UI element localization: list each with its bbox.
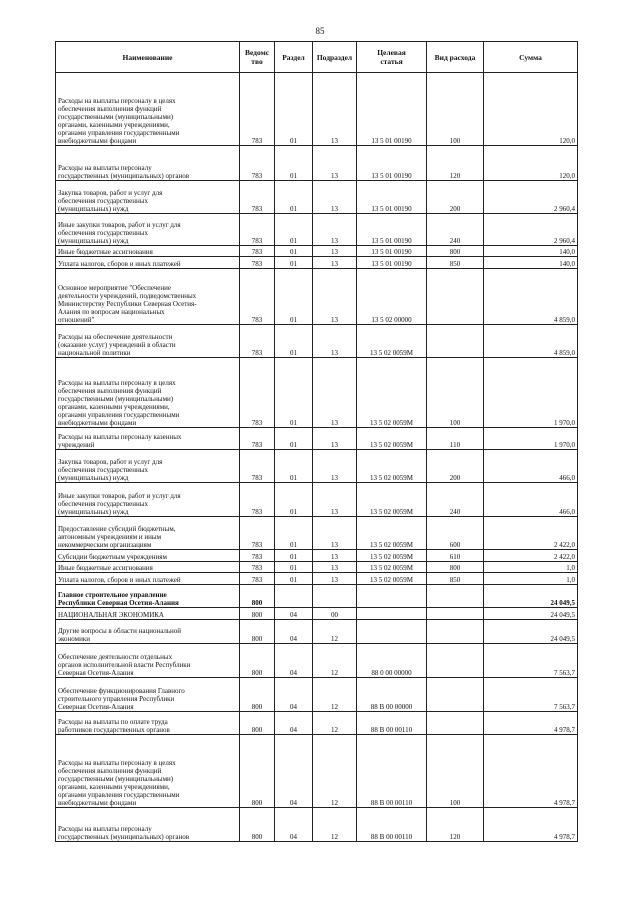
cell-target: 13 5 02 00000 (357, 269, 427, 325)
cell-subsection: 13 (313, 450, 357, 483)
cell-dept: 783 (240, 358, 275, 428)
table-row (56, 483, 578, 517)
cell-sum: 120,0 (484, 146, 578, 181)
cell-expense-type: 200 (427, 450, 484, 483)
cell-section: 04 (275, 678, 313, 712)
table-row (56, 214, 578, 246)
cell-expense-type: 120 (427, 808, 484, 842)
cell-sum: 2 422,0 (484, 517, 578, 550)
cell-subsection (313, 585, 357, 608)
cell-section: 04 (275, 608, 313, 620)
cell-expense-type: 100 (427, 735, 484, 808)
table-row (56, 808, 578, 842)
cell-name: Иные закупки товаров, работ и услуг для обеспечения государственных (муниципальных) нужд (56, 483, 240, 517)
cell-expense-type (427, 608, 484, 620)
cell-target (357, 608, 427, 620)
cell-dept: 783 (240, 257, 275, 269)
cell-sum: 4 978,7 (484, 735, 578, 808)
cell-subsection: 12 (313, 735, 357, 808)
page-number: 85 (315, 26, 325, 36)
cell-name: Расходы на выплаты персоналу в целях обеспечения выполнения функций государственными (муниципальными) органами, казенными учреждениями, органами управления государственными внебюджетными фондами (56, 735, 240, 808)
cell-sum: 4 978,7 (484, 808, 578, 842)
cell-expense-type: 240 (427, 214, 484, 246)
cell-section: 01 (275, 428, 313, 450)
budget-table (55, 41, 578, 842)
cell-subsection: 13 (313, 358, 357, 428)
cell-expense-type: 850 (427, 573, 484, 585)
cell-dept: 783 (240, 450, 275, 483)
cell-name: Главное строительное управление Республики Северная Осетия-Алания (56, 585, 240, 608)
table-row (56, 269, 578, 325)
table-row (56, 181, 578, 214)
cell-dept: 783 (240, 181, 275, 214)
cell-target: 88 В 00 00110 (357, 735, 427, 808)
cell-sum: 140,0 (484, 246, 578, 257)
cell-expense-type (427, 678, 484, 712)
cell-name: Основное мероприятие "Обеспечение деятельности учреждений, подведомственных Миниистерству Республики Северная Осетия- Алания по вопросам национальных отношений" (56, 269, 240, 325)
cell-expense-type: 800 (427, 246, 484, 257)
table-row (56, 712, 578, 735)
cell-target: 13 5 02 0059M (357, 428, 427, 450)
cell-expense-type: 110 (427, 428, 484, 450)
cell-expense-type: 100 (427, 73, 484, 146)
cell-target: 13 5 01 00190 (357, 181, 427, 214)
cell-name: Предоставление субсидий бюджетным, автономным учреждениям и иным некоммерческим организациям (56, 517, 240, 550)
cell-name: Расходы на выплаты персоналу казенных учреждений (56, 428, 240, 450)
cell-subsection: 13 (313, 325, 357, 358)
cell-dept: 783 (240, 269, 275, 325)
cell-subsection: 12 (313, 644, 357, 678)
cell-section: 04 (275, 735, 313, 808)
cell-expense-type: 610 (427, 550, 484, 562)
cell-expense-type: 600 (427, 517, 484, 550)
table-row (56, 620, 578, 644)
cell-section: 04 (275, 644, 313, 678)
cell-subsection: 13 (313, 214, 357, 246)
table-row (56, 358, 578, 428)
table-row (56, 73, 578, 146)
cell-target: 88 0 00 00000 (357, 644, 427, 678)
table-header-row (56, 42, 578, 73)
cell-target: 13 5 01 00190 (357, 214, 427, 246)
cell-subsection: 00 (313, 608, 357, 620)
cell-target: 13 5 01 00190 (357, 257, 427, 269)
cell-section: 01 (275, 573, 313, 585)
cell-name: Расходы на выплаты персоналу в целях обеспечения выполнения функций государственными (муниципальными) органами, казенными учреждениями, органами управления государственными внебюджетными фондами (56, 73, 240, 146)
cell-expense-type (427, 325, 484, 358)
header-subsection: Подраздел (313, 42, 357, 73)
cell-name: Расходы на выплаты по оплате труда работников государственных органов (56, 712, 240, 735)
cell-name: Расходы на обеспечение деятельности (оказание услуг) учреждений в области национальной политики (56, 325, 240, 358)
cell-dept: 783 (240, 517, 275, 550)
cell-subsection: 12 (313, 712, 357, 735)
cell-target: 13 5 02 0059M (357, 450, 427, 483)
cell-dept: 783 (240, 562, 275, 573)
header-sum: Сумма (484, 42, 578, 73)
cell-section: 01 (275, 450, 313, 483)
header-section: Раздел (275, 42, 313, 73)
cell-subsection: 13 (313, 146, 357, 181)
cell-subsection: 13 (313, 550, 357, 562)
cell-expense-type: 240 (427, 483, 484, 517)
cell-section: 01 (275, 146, 313, 181)
cell-name: Расходы на выплаты персоналу государственных (муниципальных) органов (56, 146, 240, 181)
cell-dept: 783 (240, 428, 275, 450)
cell-subsection: 13 (313, 483, 357, 517)
table-row (56, 608, 578, 620)
cell-dept: 783 (240, 214, 275, 246)
cell-dept: 783 (240, 73, 275, 146)
cell-dept: 800 (240, 712, 275, 735)
table-row (56, 562, 578, 573)
cell-target (357, 585, 427, 608)
cell-expense-type: 200 (427, 181, 484, 214)
cell-name: Обеспечение функционирования Главного строительного управления Республики Северная Осетия-Алания (56, 678, 240, 712)
cell-name: Другие вопросы в области национальной экономики (56, 620, 240, 644)
cell-name: Субсидии бюджетным учреждениям (56, 550, 240, 562)
cell-dept: 783 (240, 246, 275, 257)
cell-dept: 800 (240, 735, 275, 808)
cell-dept: 800 (240, 585, 275, 608)
cell-section: 01 (275, 562, 313, 573)
cell-section: 01 (275, 517, 313, 550)
table-row (56, 517, 578, 550)
table-row (56, 573, 578, 585)
cell-dept: 783 (240, 325, 275, 358)
cell-target: 88 В 00 00110 (357, 808, 427, 842)
cell-subsection: 13 (313, 517, 357, 550)
cell-expense-type: 100 (427, 358, 484, 428)
cell-dept: 800 (240, 678, 275, 712)
cell-target: 13 5 01 00190 (357, 246, 427, 257)
cell-sum: 4 978,7 (484, 712, 578, 735)
cell-subsection: 13 (313, 73, 357, 146)
cell-name: Уплата налогов, сборов и иных платежей (56, 573, 240, 585)
cell-section: 04 (275, 620, 313, 644)
cell-section: 01 (275, 269, 313, 325)
cell-subsection: 13 (313, 428, 357, 450)
cell-dept: 783 (240, 483, 275, 517)
cell-sum: 4 859,0 (484, 325, 578, 358)
cell-subsection: 13 (313, 257, 357, 269)
cell-expense-type: 800 (427, 562, 484, 573)
cell-section: 01 (275, 358, 313, 428)
cell-expense-type (427, 585, 484, 608)
cell-section: 01 (275, 483, 313, 517)
cell-section: 01 (275, 550, 313, 562)
cell-sum: 24 049,5 (484, 620, 578, 644)
cell-dept: 800 (240, 620, 275, 644)
cell-name: Иные закупки товаров, работ и услуг для обеспечения государственных (муниципальных) нужд (56, 214, 240, 246)
cell-section: 01 (275, 73, 313, 146)
cell-expense-type (427, 712, 484, 735)
cell-name: Уплата налогов, сборов и иных платежей (56, 257, 240, 269)
cell-sum: 120,0 (484, 73, 578, 146)
cell-section: 01 (275, 181, 313, 214)
cell-sum: 1 970,0 (484, 428, 578, 450)
table-row (56, 450, 578, 483)
cell-sum: 2 960,4 (484, 181, 578, 214)
cell-sum: 1,0 (484, 573, 578, 585)
cell-sum: 140,0 (484, 257, 578, 269)
cell-dept: 783 (240, 146, 275, 181)
cell-target: 13 5 02 0059M (357, 573, 427, 585)
table-row (56, 325, 578, 358)
cell-section: 01 (275, 257, 313, 269)
cell-sum: 466,0 (484, 483, 578, 517)
table-row (56, 146, 578, 181)
cell-name: Расходы на выплаты персоналу в целях обеспечения выполнения функций государственными (муниципальными) органами, казенными учреждениями, органами управления государственными внебюджетными фондами (56, 358, 240, 428)
cell-target: 13 5 02 0059M (357, 517, 427, 550)
table-row (56, 735, 578, 808)
cell-section (275, 585, 313, 608)
cell-name: Закупка товаров, работ и услуг для обеспечения государственных (муниципальных) нужд (56, 450, 240, 483)
cell-sum: 24 049,5 (484, 585, 578, 608)
cell-expense-type (427, 620, 484, 644)
cell-subsection: 12 (313, 620, 357, 644)
header-name: Наименование (56, 42, 240, 73)
cell-subsection: 13 (313, 269, 357, 325)
cell-expense-type: 120 (427, 146, 484, 181)
cell-section: 01 (275, 214, 313, 246)
cell-dept: 783 (240, 573, 275, 585)
table-row (56, 257, 578, 269)
cell-subsection: 12 (313, 808, 357, 842)
cell-sum: 466,0 (484, 450, 578, 483)
cell-target: 13 5 02 0059M (357, 358, 427, 428)
cell-sum: 1,0 (484, 562, 578, 573)
cell-subsection: 13 (313, 246, 357, 257)
header-expense-type: Вид расхода (427, 42, 484, 73)
cell-name: Иные бюджетные ассигнования (56, 562, 240, 573)
cell-sum: 4 859,0 (484, 269, 578, 325)
header-target: Целевая статья (357, 42, 427, 73)
cell-section: 04 (275, 808, 313, 842)
table-row (56, 550, 578, 562)
cell-target: 13 5 02 0059M (357, 562, 427, 573)
cell-expense-type (427, 644, 484, 678)
cell-sum: 7 563,7 (484, 644, 578, 678)
table-row (56, 246, 578, 257)
cell-sum: 24 049,5 (484, 608, 578, 620)
cell-expense-type (427, 269, 484, 325)
cell-sum: 7 563,7 (484, 678, 578, 712)
cell-name: Иные бюджетные ассигнования (56, 246, 240, 257)
cell-target: 88 В 00 00110 (357, 712, 427, 735)
cell-section: 04 (275, 712, 313, 735)
cell-target: 13 5 01 00190 (357, 146, 427, 181)
cell-dept: 800 (240, 808, 275, 842)
cell-dept: 783 (240, 550, 275, 562)
cell-target: 88 В 00 00000 (357, 678, 427, 712)
cell-subsection: 13 (313, 562, 357, 573)
header-dept: Ведомс тво (240, 42, 275, 73)
cell-dept: 800 (240, 644, 275, 678)
cell-target: 13 5 01 00190 (357, 73, 427, 146)
cell-sum: 1 970,0 (484, 358, 578, 428)
cell-subsection: 12 (313, 678, 357, 712)
cell-subsection: 13 (313, 181, 357, 214)
cell-section: 01 (275, 325, 313, 358)
cell-name: НАЦИОНАЛЬНАЯ ЭКОНОМИКА (56, 608, 240, 620)
cell-name: Обеспечение деятельности отдельных органов исполнительной власти Республики Северная Осетия-Алания (56, 644, 240, 678)
cell-name: Закупка товаров, работ и услуг для обеспечения государственных (муниципальных) нужд (56, 181, 240, 214)
table-row (56, 678, 578, 712)
cell-name: Расходы на выплаты персоналу государственных (муниципальных) органов (56, 808, 240, 842)
cell-section: 01 (275, 246, 313, 257)
table-row (56, 644, 578, 678)
cell-sum: 2 422,0 (484, 550, 578, 562)
table-row (56, 428, 578, 450)
cell-target: 13 5 02 0059M (357, 483, 427, 517)
cell-target (357, 620, 427, 644)
cell-sum: 2 960,4 (484, 214, 578, 246)
cell-target: 13 5 02 0059M (357, 550, 427, 562)
cell-expense-type: 850 (427, 257, 484, 269)
cell-dept: 800 (240, 608, 275, 620)
cell-target: 13 5 02 0059M (357, 325, 427, 358)
cell-subsection: 13 (313, 573, 357, 585)
table-row (56, 585, 578, 608)
